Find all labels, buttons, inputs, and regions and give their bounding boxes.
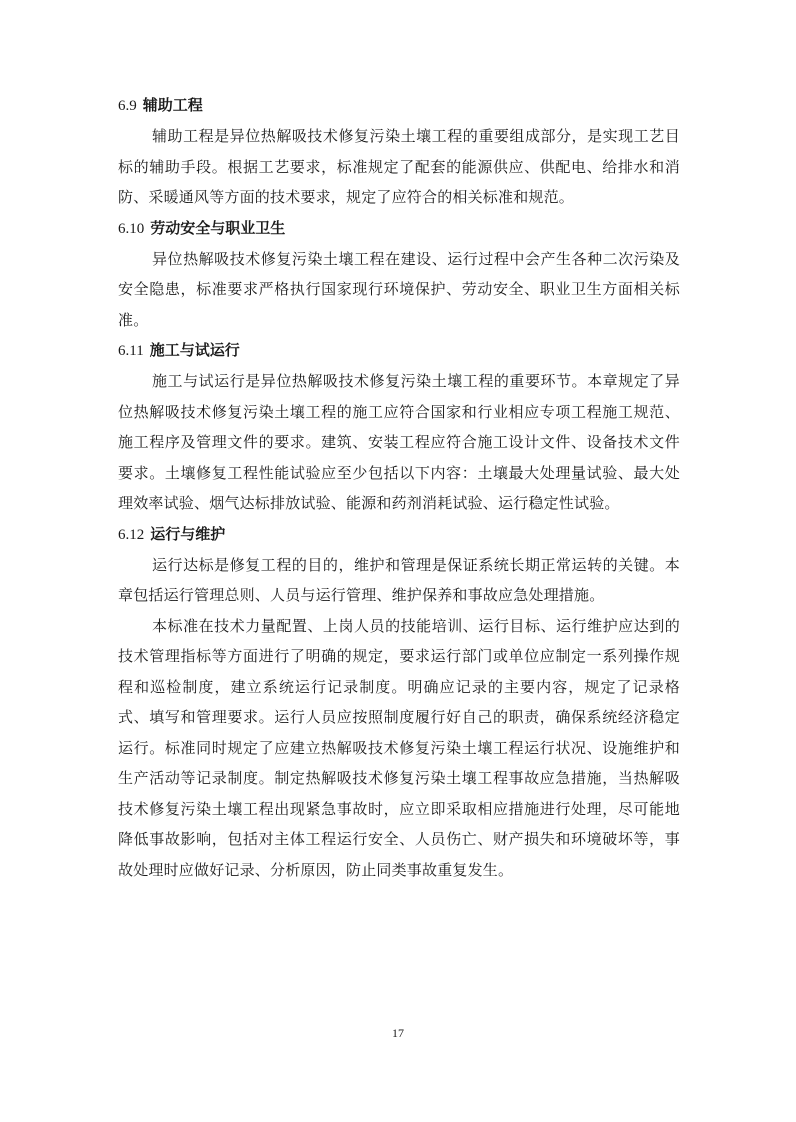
section-heading (118, 335, 680, 366)
section-number: 6.9 (118, 98, 137, 114)
section-title: 劳动安全与职业卫生 (150, 218, 286, 237)
section-title: 辅助工程 (142, 96, 203, 114)
section-number: 6.11 (118, 343, 144, 359)
section-number: 6.10 (118, 220, 145, 237)
section-6-11 (118, 335, 680, 519)
paragraph: 运行达标是修复工程的目的，维护和管理是保证系统长期正常运转的关键。本章包括运行管理总则、人员与运行管理、维护保养和事故应急处理措施。 (118, 555, 680, 604)
section-6-12 (118, 519, 680, 886)
page-number: 17 (392, 1026, 404, 1040)
paragraph: 辅助工程是异位热解吸技术修复污染土壤工程的重要组成部分，是实现工艺目标的辅助手段。根据工艺要求，标准规定了配套的能源供应、供配电、给排水和消防、采暖通风等方面的技术要求，规定了应符合的相关标准和规范。 (118, 127, 680, 206)
paragraph: 本标准在技术力量配置、上岗人员的技能培训、运行目标、运行维护应达到的技术管理指标等方面进行了明确的规定，要求运行部门或单位应制定一系列操作规程和巡检制度，建立系统运行记录制度。明确应记录的主要内容，规定了记录格式、填写和管理要求。运行人员应按照制度履行好自己的职责，确保系统经济稳定运行。标准同时规定了应建立热解吸技术修复污染土壤工程运行状况、设施维护和生产活动等记录制度。制定热解吸技术修复污染土壤工程事故应急措施，当热解吸技术修复污染土壤工程出现紧急事故时，应立即采取相应措施进行处理，尽可能地降低事故影响，包括对主体工程运行安全、人员伤亡、财产损失和环境破坏等，事故处理时应做好记录、分析原因，防止同类事故重复发生。 (118, 616, 680, 879)
section-heading (118, 90, 680, 121)
section-6-10 (118, 213, 680, 336)
page-content (118, 90, 680, 885)
section-heading (118, 213, 680, 244)
section-title: 运行与维护 (150, 524, 226, 543)
paragraph: 异位热解吸技术修复污染土壤工程在建设、运行过程中会产生各种二次污染及安全隐患，标准要求严格执行国家现行环境保护、劳动安全、职业卫生方面相关标准。 (118, 249, 680, 329)
section-number: 6.12 (118, 526, 145, 543)
section-heading (118, 519, 680, 550)
paragraph: 施工与试运行是异位热解吸技术修复污染土壤工程的重要环节。本章规定了异位热解吸技术修复污染土壤工程的施工应符合国家和行业相应专项工程施工规范、施工程序及管理文件的要求。建筑、安装工程应符合施工设计文件、设备技术文件要求。土壤修复工程性能试验应至少包括以下内容：土壤最大处理量试验、最大处理效率试验、烟气达标排放试验、能源和药剂消耗试验、运行稳定性试验。 (118, 372, 680, 512)
section-title: 施工与试运行 (149, 341, 240, 359)
section-6-9 (118, 90, 680, 213)
